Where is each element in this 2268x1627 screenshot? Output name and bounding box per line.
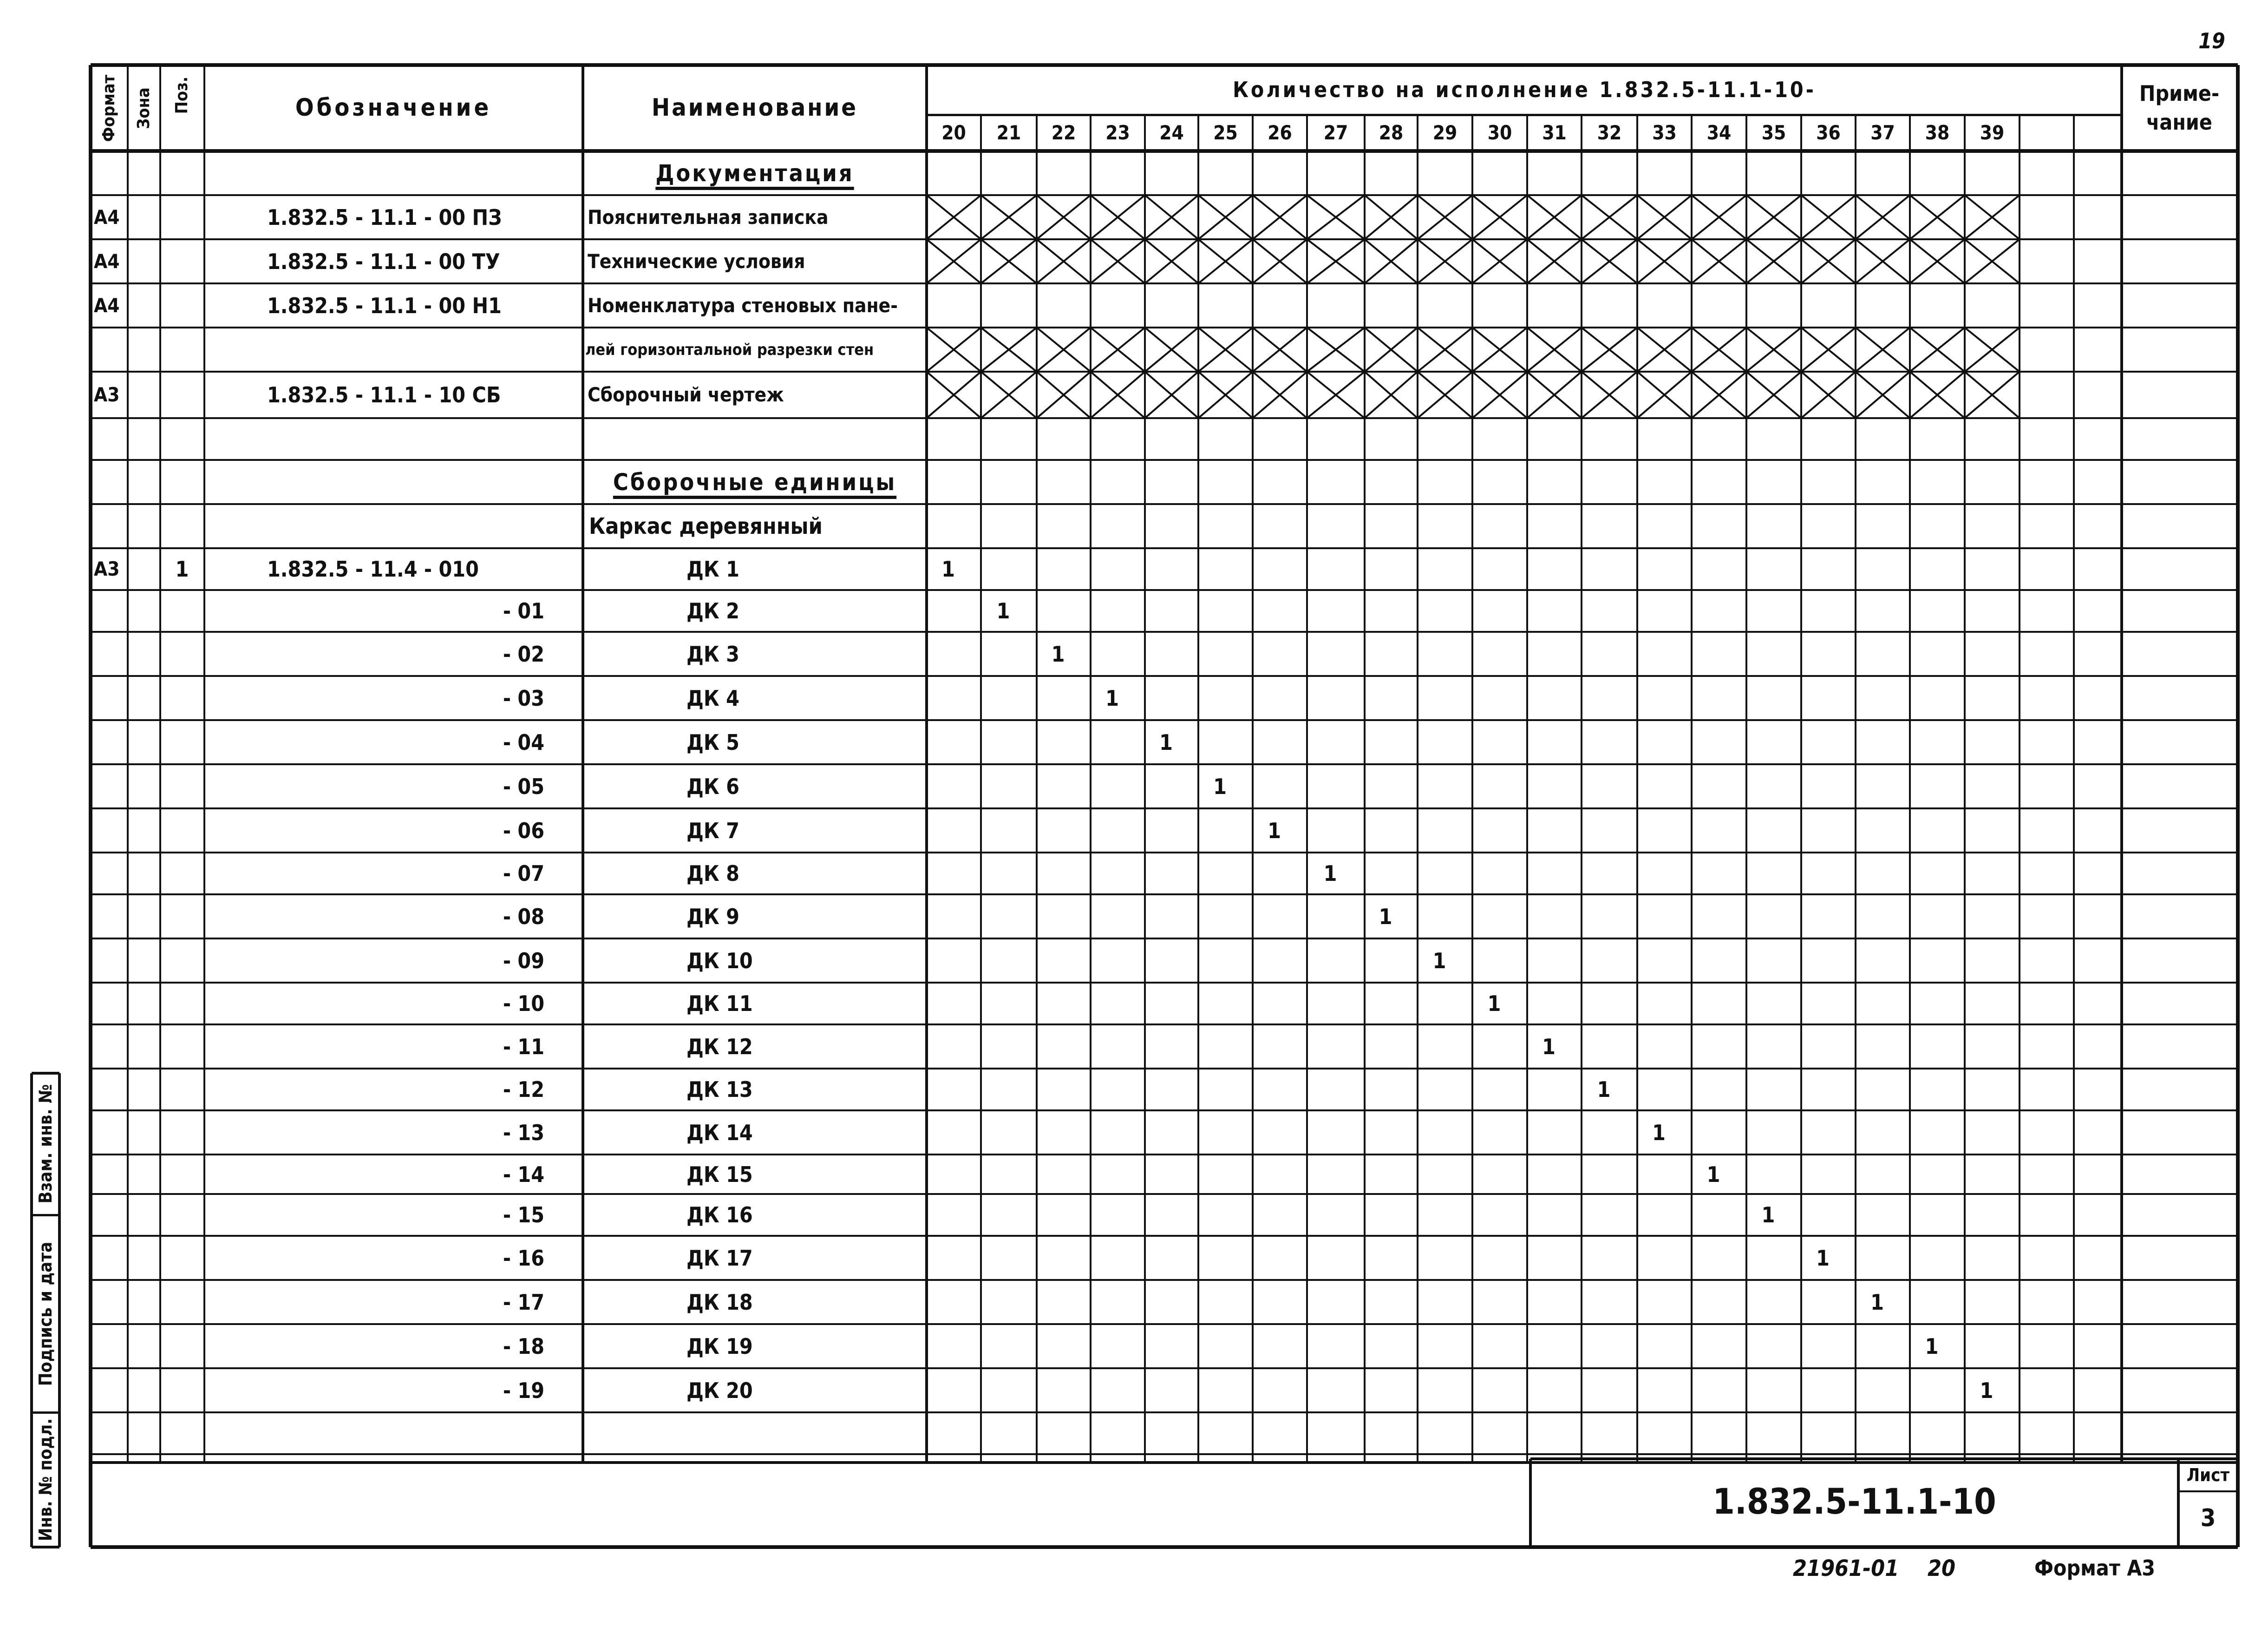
qty-column-number: 21 [996,121,1021,144]
header-format: Формат [99,74,118,142]
footer-page: 20 [1928,1555,1956,1581]
quantity-value: 1 [1323,861,1337,886]
quantity-value: 1 [941,557,955,582]
format-cell: А4 [94,249,120,273]
designation-cell: - 18 [503,1333,544,1359]
quantity-value: 1 [1213,774,1227,799]
qty-column-number: 27 [1323,121,1348,144]
document-name: Номенклатура стеновых пане- [588,294,898,317]
quantity-value: 1 [1652,1120,1666,1145]
header-quantity: Количество на исполнение 1.832.5-11.1-10- [1233,77,1816,102]
designation-cell: - 17 [503,1289,544,1315]
quantity-value: 1 [1761,1202,1775,1227]
part-name: ДК 17 [686,1245,753,1271]
designation-cell: 1.832.5 - 11.4 - 010 [267,557,479,582]
format-cell: А4 [94,294,120,317]
quantity-value: 1 [1870,1289,1884,1315]
format-cell: А3 [94,558,120,580]
designation-cell: - 03 [503,685,544,711]
designation-cell: - 04 [503,729,544,755]
title-designation: 1.832.5-11.1-10 [1712,1481,1996,1522]
format-cell: А3 [94,383,120,406]
part-name: ДК 16 [686,1202,753,1227]
sheet-box-left [2177,1459,2180,1547]
part-name: ДК 3 [686,641,739,667]
part-name: ДК 15 [686,1161,753,1187]
designation-cell: - 19 [503,1378,544,1403]
header-zone: Зона [134,87,153,129]
header-name: Наименование [652,94,858,122]
qty-column-number: 20 [941,121,966,144]
part-name: ДК 12 [686,1034,753,1059]
part-name: ДК 19 [686,1333,753,1359]
quantity-value: 1 [1051,641,1065,667]
designation-cell: - 05 [503,774,544,799]
part-name: ДК 13 [686,1077,753,1102]
designation-cell: - 09 [503,948,544,973]
qty-column-number: 25 [1213,121,1238,144]
designation-cell: - 07 [503,861,544,886]
part-name: ДК 9 [686,904,739,929]
designation-cell: - 13 [503,1120,544,1145]
qty-column-number: 28 [1379,121,1404,144]
designation-cell: 1.832.5 - 11.1 - 00 ТУ [267,249,500,274]
stamp-inv-number: Инв. № подл. [35,1418,56,1542]
quantity-value: 1 [1487,991,1501,1016]
position-cell: 1 [175,557,189,582]
stamp-frame [32,1072,59,1075]
stamp-frame [30,1073,33,1547]
header-pos: Поз. [172,76,191,114]
format-cell: А4 [94,205,120,229]
part-name: ДК 18 [686,1289,753,1315]
qty-column-number: 33 [1652,121,1677,144]
quantity-value: 1 [1925,1333,1939,1359]
stamp-divider [32,1214,59,1216]
qty-column-number: 30 [1487,121,1512,144]
designation-cell: - 10 [503,991,544,1016]
header-designation: Обозначение [295,94,492,122]
designation-cell: 1.832.5 - 11.1 - 00 Н1 [267,293,502,318]
document-name: Пояснительная записка [588,205,829,229]
designation-cell: - 16 [503,1245,544,1271]
qty-column-number: 34 [1706,121,1732,144]
designation-cell: - 12 [503,1077,544,1102]
quantity-value: 1 [996,598,1010,623]
part-name: ДК 5 [686,729,739,755]
subsection-heading: Каркас деревянный [589,513,823,539]
quantity-value: 1 [1432,948,1446,973]
quantity-value: 1 [1542,1034,1556,1059]
qty-column-number: 24 [1159,121,1184,144]
qty-column-number: 35 [1761,121,1786,144]
stamp-frame [58,1073,61,1547]
part-name: ДК 6 [686,774,739,799]
stamp-signature-date: Подпись и дата [35,1241,56,1386]
part-name: ДК 14 [686,1120,753,1145]
qty-column-number: 31 [1542,121,1567,144]
stamp-frame [32,1546,59,1548]
part-name: ДК 1 [686,557,739,582]
document-name: Технические условия [588,249,805,273]
page-number: 19 [2198,28,2225,53]
quantity-value: 1 [1980,1378,1993,1403]
qty-column-number: 26 [1268,121,1292,144]
part-name: ДК 2 [686,598,739,623]
designation-cell: - 15 [503,1202,544,1227]
sheet-number: 3 [2200,1504,2216,1532]
designation-cell: - 02 [503,641,544,667]
quantity-value: 1 [1706,1161,1720,1187]
designation-cell: - 06 [503,818,544,843]
designation-cell: 1.832.5 - 11.1 - 10 СБ [267,382,501,407]
qty-column-number: 39 [1980,121,2005,144]
sheet-box-divider [2178,1490,2238,1492]
designation-cell: - 01 [503,598,544,623]
part-name: ДК 8 [686,861,739,886]
qty-column-number: 38 [1925,121,1950,144]
designation-cell: 1.832.5 - 11.1 - 00 ПЗ [267,204,502,230]
part-name: ДК 20 [686,1378,753,1403]
title-block-left [1529,1459,1532,1547]
designation-cell: - 14 [503,1161,544,1187]
quantity-value: 1 [1379,904,1392,929]
stamp-divider [32,1411,59,1414]
section-heading: Сборочные единицы [613,468,897,496]
footer-format: Формат А3 [2034,1555,2156,1581]
part-name: ДК 10 [686,948,753,973]
designation-cell: - 11 [503,1034,544,1059]
quantity-value: 1 [1597,1077,1611,1102]
header-note: Приме- чание [2139,80,2220,135]
footer-order: 21961-01 [1793,1555,1899,1581]
qty-column-number: 36 [1816,121,1841,144]
qty-column-number: 23 [1105,121,1130,144]
qty-column-number: 32 [1597,121,1622,144]
document-name: Сборочный чертеж [588,383,784,406]
part-name: ДК 11 [686,991,753,1016]
designation-cell: - 08 [503,904,544,929]
sheet-label: Лист [2186,1465,2230,1485]
quantity-value: 1 [1159,729,1173,755]
qty-column-number: 22 [1051,121,1076,144]
qty-column-number: 29 [1432,121,1458,144]
qty-column-number: 37 [1870,121,1895,144]
section-heading: Документация [655,159,854,187]
stamp-replace-inv: Взам. инв. № [35,1084,56,1204]
part-name: ДК 7 [686,818,739,843]
part-name: ДК 4 [686,685,739,711]
quantity-value: 1 [1816,1245,1830,1271]
title-block-top [1530,1457,2238,1460]
quantity-value: 1 [1268,818,1281,843]
document-name: лей горизонтальной разрезки стен [585,340,874,359]
quantity-value: 1 [1105,685,1119,711]
